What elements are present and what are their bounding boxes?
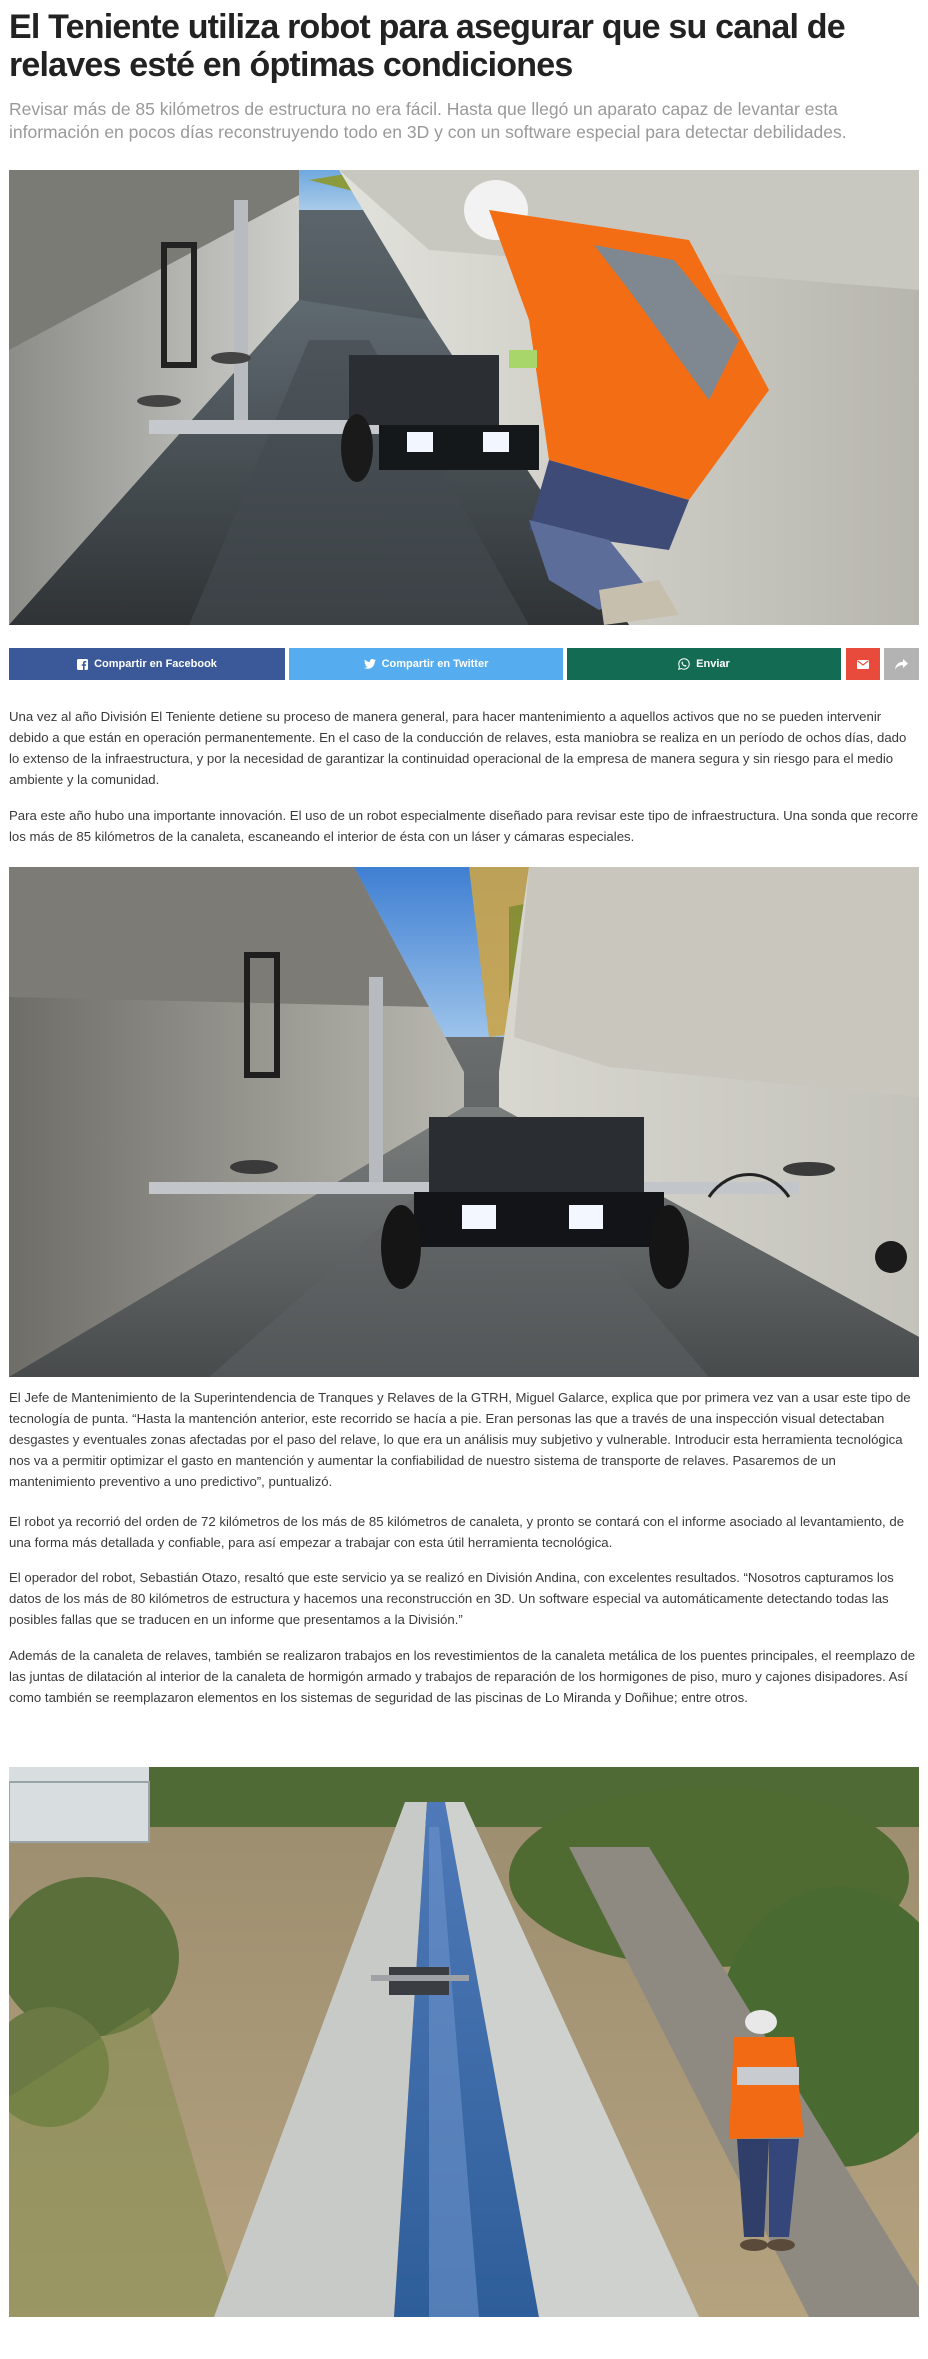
share-email-button[interactable]	[846, 648, 880, 680]
paragraph-1: Una vez al año División El Teniente detiene su proceso de manera general, para hacer mantenimiento a aquellos activos que no se pueden intervenir debido a que están en operación permanentemente. En el caso de la conducción de relaves, esta maniobra se realiza en un período de ochos días, dado lo extenso de la infraestructura, y por la necesidad de garantizar la continuidad operacional de la empresa de manera segura y sin riesgo para el medio ambiente y la comunidad.	[9, 709, 907, 787]
paragraph-3: El Jefe de Mantenimiento de la Superintendencia de Tranques y Relaves de la GTRH, Miguel Galarce, explica que por primera vez van a usar este tipo de tecnología de punta. “Hasta la mantención anterior, este recorrido se hacía a pie. Eran personas las que a través de una inspección visual detectaban desgastes y eventuales zonas afectadas por el paso del relave, lo que era un análisis muy subjetivo y vulnerable. Introducir esta herramienta tecnológica nos va a permitir optimizar el gasto en mantención y aumentar la confiabilidad de nuestro sistema de transporte de relaves. Pasaremos de un mantenimiento preventivo a uno predictivo”, puntualizó.	[9, 1390, 911, 1489]
share-more-button[interactable]	[884, 648, 919, 680]
whatsapp-icon	[678, 658, 690, 670]
share-facebook-label: Compartir en Facebook	[94, 658, 217, 670]
share-twitter-button[interactable]	[289, 648, 563, 680]
facebook-icon	[77, 659, 88, 670]
paragraph-5: El operador del robot, Sebastián Otazo, resaltó que este servicio ya se realizó en División Andina, con excelentes resultados. “Nosotros capturamos los datos de los más de 80 kilómetros de estructura y hacemos una reconstrucción en 3D. Un software especial va automáticamente detectando todas las posibles fallas que se traducen en un informe que presentamos a la División.”	[9, 1570, 894, 1627]
article-lead: Revisar más de 85 kilómetros de estructura no era fácil. Hasta que llegó un aparato capaz de levantar esta información en pocos días reconstruyendo todo en 3D y con un software especial para detectar debilidades.	[9, 99, 847, 142]
paragraph-2: Para este año hubo una importante innovación. El uso de un robot especialmente diseñado para revisar este tipo de infraestructura. Una sonda que recorre los más de 85 kilómetros de la canaleta, escaneando el interior de ésta con un láser y cámaras especiales.	[9, 808, 919, 844]
share-arrow-icon	[895, 659, 908, 670]
share-whatsapp-label: Enviar	[696, 658, 730, 670]
photo-worker-robot-channel	[9, 170, 919, 625]
paragraph-4: El robot ya recorrió del orden de 72 kilómetros de los más de 85 kilómetros de canaleta, y pronto se contará con el informe asociado al levantamiento, de una forma más detallada y confiable, para así empezar a trabajar con esta útil herramienta tecnológica.	[9, 1514, 905, 1550]
photo-robot-front	[9, 867, 919, 1377]
share-twitter-label: Compartir en Twitter	[381, 658, 489, 670]
article	[9, 0, 919, 1705]
photo-aerial-channel-worker	[9, 1767, 919, 2317]
envelope-icon	[857, 660, 869, 669]
article-title: El Teniente utiliza robot para asegurar que su canal de relaves esté en óptimas condiciones	[9, 8, 845, 84]
paragraph-6: Además de la canaleta de relaves, también se realizaron trabajos en los revestimientos de la canaleta metálica de los puentes principales, el reemplazo de las juntas de dilatación al interior de la canaleta de hormigón armado y trabajos de reparación de los hormigones de piso, muro y cajones disipadores. Así como también se reemplazaron elementos en los sistemas de seguridad de las piscinas de Lo Miranda y Doñihue; entre otros.	[9, 1648, 916, 1705]
share-whatsapp-button[interactable]	[567, 648, 841, 680]
share-facebook-button[interactable]	[9, 648, 285, 680]
share-bar	[9, 648, 919, 680]
twitter-icon	[364, 659, 376, 669]
